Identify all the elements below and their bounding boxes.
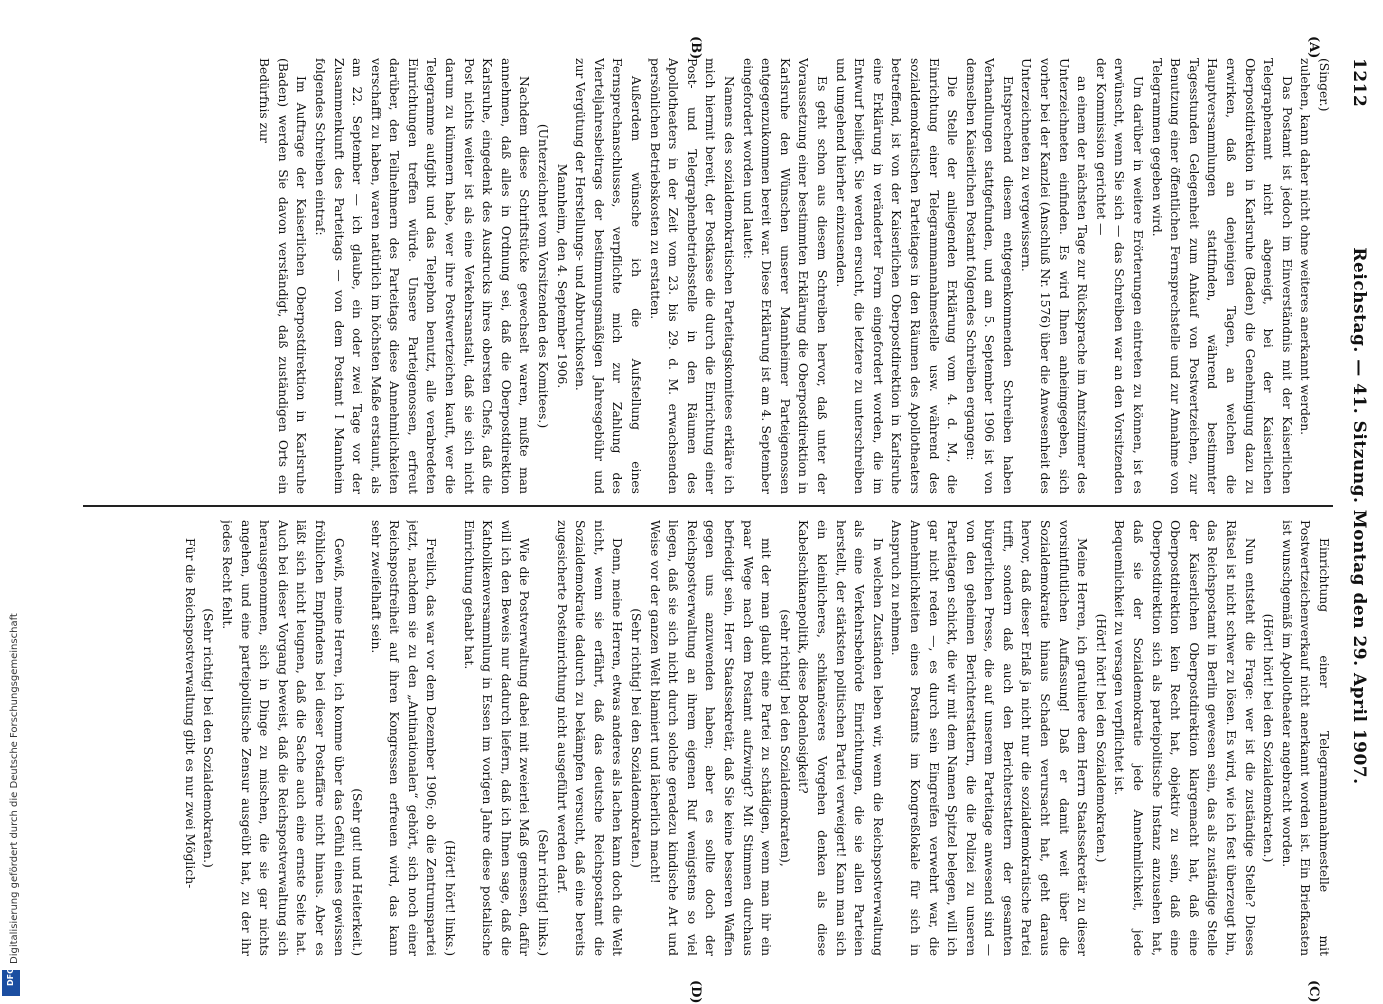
left-column-paragraph: Es geht schon aus diesem Schreiben hervor, daß unter der Voraussetzung einer bestimmten Erklärung die Oberpostdirektion in Karlsruhe den Wünschen unserer Mannheimer Parteigenossen entgegenzukommen bereit war. Diese Erklärung ist am 4. September eingefordert worden und lautet: xyxy=(740,58,829,494)
left-column-paragraph: an einem der nächsten Tage zur Rücksprache im Amtszimmer des Unterzeichneten einfinden. Es wird Ihnen anheimgegeben, sich vorher bei der Kanzlei (Anschluß Nr. 1576) über die Anwesenheit des Unterzeichneten zu vergewissern. xyxy=(1019,58,1090,494)
dfg-logo xyxy=(2,967,20,996)
digitization-credit xyxy=(6,14,20,994)
left-column-paragraph: (Singer.) xyxy=(1317,58,1331,112)
left-column-paragraph: Entsprechend diesem entgegenkommenden Schreiben haben Verhandlungen stattgefunden, und am 5. September 1906 ist von demselben Kaiserlichen Postamt folgendes Schreiben ergangen: xyxy=(963,58,1015,494)
right-column-paragraph: (Hört! hört! bei den Sozialdemokraten.) xyxy=(1261,613,1276,863)
right-column-paragraph: Einrichtung einer Telegrammannahmestelle mit Postwertzeichenverkauf nicht anerkannt worden ist. Ein Briefkasten ist wunschgemäß im Apollotheater angebracht worden. xyxy=(1279,520,1331,956)
right-column-paragraph: (Hört! hört! bei den Sozialdemokraten.) xyxy=(1093,613,1108,863)
dfg-logo-text: DFG xyxy=(6,967,15,986)
left-column-paragraph: Die Stelle der anliegenden Erklärung vom 4. d. M., die Einrichtung einer Telegrammannahmestelle usw. während des sozialdemokratischen Parteitages in den Räumen des Apollotheaters betreffend, ist von der Kaiserlichen Oberpostdirektion in Karlsruhe eine Erklärung in veränderter Form eingefordert worden, die im Entwurf beiliegt. Sie werden ersucht, die letztere zu unterschreiben und umgehend hierher einzusenden. xyxy=(833,58,960,494)
right-column-paragraph: Freilich, das war vor dem Dezember 1906; ob die Zentrumspartei jetzt, nachdem sie zu den „Antinationalen“ gehört, sich noch einer Reichspostfreiheit auf ihren Kongressen erfreuen wird, das kann sehr zweifelhaft sein. xyxy=(368,520,439,956)
left-column-paragraph: (Unterzeichnet vom Vorsitzenden des Komitees.) xyxy=(536,123,551,429)
right-column-paragraph: Nun entsteht die Frage: wer ist die zuständige Stelle? Dieses Rätsel ist nicht schwer zu lösen. Es wird, wie ich fest überzeugt bin, das Reichspostamt in Berlin gewesen sein, das als zuständige Stelle der Kaiserlichen Oberpostdirektion klargemacht hat, daß eine Oberpostdirektion kein Recht hat, objektiv zu sein, daß eine Oberpostdirektion sich als parteipolitische Instanz anzusehen hat, daß sie der Sozialdemokratie jede Annehmlichkeit, jede Bequemlichkeit zu versagen verpflichtet ist. xyxy=(1112,520,1257,956)
page-number: 1212 xyxy=(1349,58,1369,108)
left-column-paragraph: Mannheim, den 4. September 1906. xyxy=(554,163,569,389)
right-text-column xyxy=(93,520,1333,956)
margin-marker-c: (C) xyxy=(1306,980,1321,1003)
right-column-paragraph: Meine Herren, ich gratuliere dem Herrn Staatssekretär zu dieser vorsintflutlichen Auffassung! Daß er damit weit über die Sozialdemokratie hinaus Schaden verursacht hat, geht daraus hervor, daß dieser Erlaß ja nicht nur die sozialdemokratische Partei trifft, sondern daß auch den Berichterstattern der gesamten bürgerlichen Presse, die auf unserem Parteitage anwesend sind — von den geheimen Berichterstattern, die die Polizei zu unseren Parteitagen schickt, die wir mit dem Namen Spitzel belegen, will ich gar nicht reden —, es durch sein Eingreifen verwehrt war, die Annehmlichkeiten eines Postamts im Kongreßlokale für sich in Anspruch zu nehmen. xyxy=(889,520,1090,956)
page-header-title: Reichstag. — 41. Sitzung. Montag den 29. April 1907. xyxy=(1349,247,1369,785)
right-column-paragraph: (Hört! hört! links.) xyxy=(443,840,458,956)
right-column-paragraph: Denn, meine Herren, etwas anderes als lachen kann doch die Welt nicht, wenn sie erfährt, daß das deutsche Reichspostamt die Sozialdemokratie dadurch zu bekämpfen versucht, daß eine bereits zugesicherte Posteinrichtung nicht ausgeführt werden darf. xyxy=(554,520,625,956)
left-column-paragraph: Nachdem diese Schriftstücke gewechselt waren, mußte man annehmen, daß alles in Ordnung sei, daß die Oberpostdirektion Karlsruhe, eingedenk des Ausdrucks ihres obersten Chefs, daß die Post nichts weiter ist als eine Verkehrsanstalt, daß sie sich nicht darum zu kümmern habe, wer ihre Postwertzeichen kauft, wer die Telegramme aufgibt und das Telephon benutzt, alle verabredeten Einrichtungen treffen würde. Unsere Parteigenossen, erfreut darüber, den Teilnehmern des Parteitags diese Annehmlichkeiten verschafft zu haben, waren natürlich im höchsten Maße erstaunt, als am 22. September — ich glaube, ein oder zwei Tage vor der Zusammenkunft des Parteitags — von dem Postamt I Mannheim folgendes Schreiben eintraf: xyxy=(312,58,532,494)
margin-marker-a: (A) xyxy=(1306,36,1321,59)
left-column-paragraph: Außerdem wünsche ich die Aufstellung eines Fernsprechanschlusses, verpflichte mich zur Zahlung des Vierteljahresbeitrags der bestimmungsmäßigen Jahresgebühr und zur Vergütung der Herstellungs- und Abbruchkosten. xyxy=(573,58,644,494)
right-column-paragraph: Wie die Postverwaltung dabei mit zweierlei Maß gemessen, dafür will ich den Beweis nur dadurch liefern, daß ich Ihnen sage, daß die Katholikenversammlung in Essen im vorigen Jahre diese postalische Einrichtung gehabt hat. xyxy=(461,520,532,956)
right-column-paragraph: (Sehr richtig! links.) xyxy=(536,829,551,956)
margin-marker-b: (B) xyxy=(688,36,703,60)
left-column-paragraph: Im Auftrage der Kaiserlichen Oberpostdirektion in Karlsruhe (Baden) werden Sie davon verständigt, daß zuständigen Orts ein Bedürfnis zur xyxy=(257,58,309,494)
page-header xyxy=(1345,58,1375,974)
left-text-column xyxy=(93,58,1333,494)
right-column-paragraph: Für die Reichspostverwaltung gibt es nur zwei Möglich- xyxy=(182,538,197,889)
left-column-paragraph: Das Postamt ist jedoch im Einverständnis mit der Kaiserlichen Telegraphenamt nicht abgeneigt, bei der Kaiserlichen Oberpostdirektion in Karlsruhe (Baden) die Genehmigung dazu zu erwirken, daß an denjenigen Tagen, an welchen die Hauptversammlungen stattfinden, während bestimmter Tagesstunden Gelegenheit zum Ankauf von Postwertzeichen, zur Benutzung einer öffentlichen Fernsprechstelle und zur Annahme von Telegrammen gegeben wird. xyxy=(1149,58,1294,494)
right-column-paragraph: In welchen Zuständen leben wir, wenn die Reichspostverwaltung als eine Verkehrsbehörde Einrichtungen, die sie allen Parteien herstellt, der stärksten politischen Partei verweigert! Kann man sich ein kleinlicheres, schikanöseres Vorgehen denken als diese Kabelschikanepolitik, diese Bodenlosigkeit? xyxy=(796,520,885,956)
right-column-paragraph: Gewiß, meine Herren, ich komme über das Gefühl eines gewissen fröhlichen Empfindens bei dieser Postaffäre nicht hinaus. Aber es läßt sich nicht leugnen, daß die Sache auch eine ernste Seite hat. Auch bei dieser Vorgang beweist, daß die Reichspostverwaltung sich herausgenommen, sich in Dinge zu mischen, die sie gar nichts angehen, und eine parteipolitische Zensur ausgeübt hat, zu der ihr jedes Recht fehlt. xyxy=(219,520,346,956)
left-column-paragraph: zulehen, kann daher nicht ohne weiteres anerkannt werden. xyxy=(1298,58,1313,436)
left-column-paragraph: Um darüber in weitere Erörterungen eintreten zu können, ist es erwünscht, wenn Sie sich — das Schreiben war an den Vorsitzenden der Kommission gerichtet — xyxy=(1093,58,1146,494)
digitization-credit-text: Digitalisierung gefördert durch die Deutsche Forschungsgemeinschaft xyxy=(9,613,20,964)
right-column-paragraph: (Sehr richtig! bei den Sozialdemokraten.) xyxy=(201,608,216,868)
left-column-paragraph: Namens des sozialdemokratischen Parteitagskomitees erkläre ich mich hiermit bereit, der Postkasse die durch die Einrichtung einer Post- und Telegraphenbetriebsstelle in den Räumen des Apollotheaters in der Zeit vom 23. bis 29. d. M. erwachsenden persönlichen Betriebskosten zu erstatten. xyxy=(647,58,736,494)
right-column-paragraph: (Sehr richtig! bei den Sozialdemokraten.) xyxy=(629,608,644,868)
right-column-paragraph: mit der man glaubt eine Partei zu schädigen, wenn man ihr ein paar Wege nach dem Postamt aufzwingt? Mit Stimmen durchaus befriedigt sein, Herr Staatssekretär, daß Sie keine besseren Waffen gegen uns anzuwenden haben; aber es sollte doch der Reichspostverwaltung an ihrem eigenen Ruf wenigstens so viel liegen, daß sie sich nicht durch solche geradezu kindische Art und Weise vor der ganzen Welt blamiert und lächerlich macht! xyxy=(647,520,774,956)
column-divider xyxy=(83,505,1333,507)
margin-marker-d: (D) xyxy=(688,980,703,1004)
right-column-paragraph: (Sehr gut! und Heiterkeit.) xyxy=(350,788,365,956)
right-column-paragraph: (sehr richtig! bei den Sozialdemokraten), xyxy=(777,609,792,867)
